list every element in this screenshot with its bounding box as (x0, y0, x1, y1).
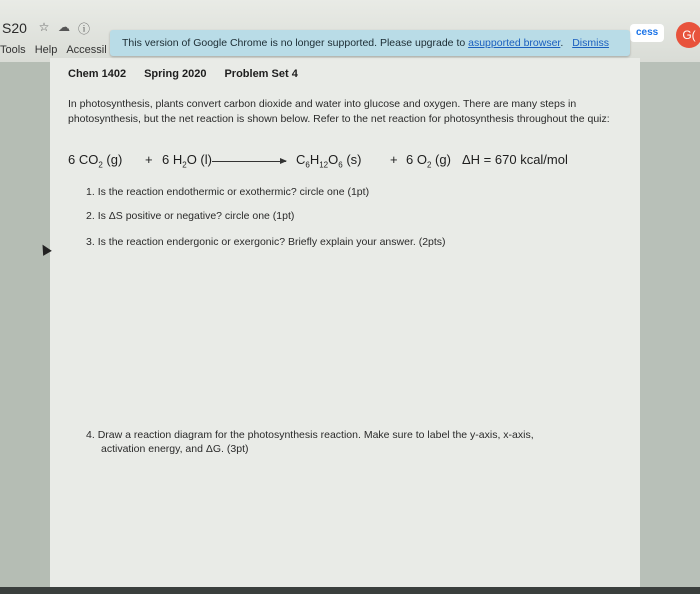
intro-paragraph: In photosynthesis, plants convert carbon dioxide and water into glucose and oxygen. There are many steps in photosynthesis, but the net reaction is shown below. Refer to the net reaction for photosynthesis throughout the quiz: (68, 98, 610, 125)
question-text-continued: activation energy, and ΔG. (3pt) (101, 443, 249, 455)
document-page (50, 58, 640, 587)
banner-message: This version of Google Chrome is no longer supported. Please upgrade to (122, 37, 466, 49)
question-number: 2. (86, 210, 95, 222)
question-2 (86, 210, 294, 222)
avatar[interactable]: G( (676, 22, 700, 48)
left-gutter (0, 62, 50, 587)
plus-sign-2: + (390, 152, 398, 167)
banner-link-suffix: . (560, 37, 564, 49)
info-icon[interactable]: ⓘ (78, 22, 91, 36)
menu-item-tools[interactable]: Tools (0, 44, 26, 56)
share-access-button[interactable]: cess (630, 24, 664, 42)
reactant-h2o: 6 $H_2O$ (l) (162, 152, 212, 170)
question-3 (86, 236, 446, 248)
question-number: 3. (86, 236, 95, 248)
document-header (68, 68, 298, 80)
question-text: Is the reaction endothermic or exothermic? circle one (1pt) (97, 186, 370, 198)
question-number: 4. (86, 429, 95, 441)
question-number: 1. (86, 186, 95, 198)
question-4 (86, 428, 534, 456)
problem-set-title: Problem Set 4 (224, 68, 298, 80)
star-icon[interactable]: ☆ (38, 20, 50, 34)
plus-sign-1: + (145, 152, 153, 167)
enthalpy-change: ΔH = 670 kcal/mol (462, 152, 568, 167)
question-text: Draw a reaction diagram for the photosynthesis reaction. Make sure to label the y-axis, x-axis, (97, 429, 534, 441)
menu-item-help[interactable]: Help (34, 44, 58, 56)
reactant-co2: 6 $CO_2$ (g) (68, 152, 123, 170)
menu-bar (0, 44, 107, 56)
document-title[interactable]: S20 (2, 20, 27, 36)
reaction-arrow (212, 161, 286, 162)
question-1 (86, 186, 369, 198)
dismiss-button[interactable]: Dismiss (572, 37, 609, 49)
product-o2: 6 $O_2$ (g) (406, 152, 451, 170)
banner-link[interactable]: asupported browser (468, 37, 561, 49)
product-glucose: $C_6H_{12}O_6$ (s) (296, 152, 362, 170)
title-icons (38, 20, 90, 37)
unsupported-browser-banner (110, 30, 630, 56)
term: Spring 2020 (144, 68, 207, 80)
bottom-bar (0, 587, 700, 594)
reaction-equation (68, 152, 628, 172)
question-text: Is ΔS positive or negative? circle one (1pt) (97, 210, 295, 222)
question-text: Is the reaction endergonic or exergonic? Briefly explain your answer. (2pts) (97, 236, 446, 248)
right-gutter (640, 62, 700, 587)
course-name: Chem 1402 (68, 68, 127, 80)
menu-item-accessibility[interactable]: Accessil (66, 44, 107, 56)
drive-icon[interactable]: ☁ (58, 20, 70, 34)
